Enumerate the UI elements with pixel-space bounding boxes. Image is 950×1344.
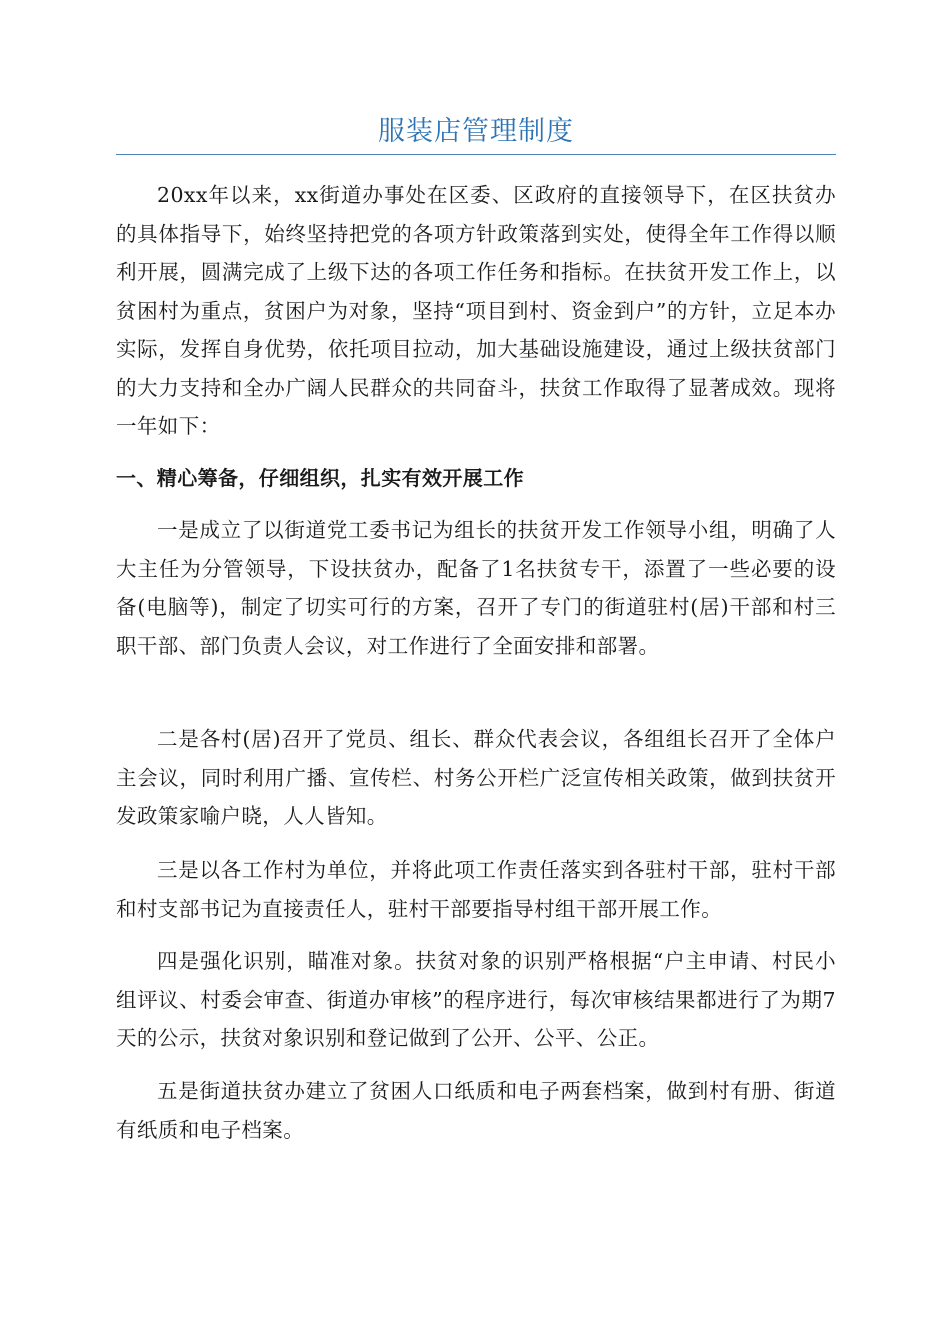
paragraph-3: 三是以各工作村为单位，并将此项工作责任落实到各驻村干部，驻村干部和村支部书记为直接责任人，驻村干部要指导村组干部开展工作。 [116,858,836,921]
section-heading-1: 一、精心筹备，仔细组织，扎实有效开展工作 [116,466,524,490]
paragraph-4: 四是强化识别，瞄准对象。扶贫对象的识别严格根据“户主申请、村民小组评议、村委会审查、街道办审核”的程序进行，每次审核结果都进行了为期7天的公示，扶贫对象识别和登记做到了公开、公平、公正。 [116,949,836,1050]
paragraph-2: 二是各村(居)召开了党员、组长、群众代表会议，各组组长召开了全体户主会议，同时利用广播、宣传栏、村务公开栏广泛宣传相关政策，做到扶贫开发政策家喻户晓，人人皆知。 [116,727,836,828]
paragraph-5: 五是街道扶贫办建立了贫困人口纸质和电子两套档案，做到村有册、街道有纸质和电子档案。 [116,1079,836,1142]
intro-paragraph: 20xx年以来，xx街道办事处在区委、区政府的直接领导下，在区扶贫办的具体指导下，始终坚持把党的各项方针政策落到实处，使得全年工作得以顺利开展，圆满完成了上级下达的各项工作任务和指标。在扶贫开发工作上，以贫困村为重点，贫困户为对象，坚持“项目到村、资金到户”的方针，立足本办实际，发挥自身优势，依托项目拉动，加大基础设施建设，通过上级扶贫部门的大力支持和全办广阔人民群众的共同奋斗，扶贫工作取得了显著成效。现将一年如下： [116,183,836,438]
document-title: 服装店管理制度 [378,116,574,147]
paragraph-1: 一是成立了以街道党工委书记为组长的扶贫开发工作领导小组，明确了人大主任为分管领导，下设扶贫办，配备了1名扶贫专干，添置了一些必要的设备(电脑等)，制定了切实可行的方案，召开了专门的街道驻村(居)干部和村三职干部、部门负责人会议，对工作进行了全面安排和部署。 [116,518,836,658]
title-underline [116,154,836,155]
